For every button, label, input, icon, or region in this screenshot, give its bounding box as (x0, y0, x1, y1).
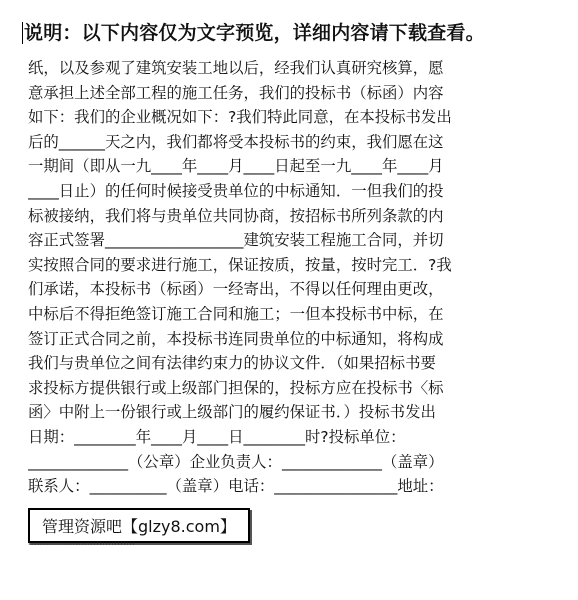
watermark-stamp: 管理资源吧【glzy8.com】 (28, 508, 250, 543)
text-line: 日期：________年____月____日________时?投标单位： (28, 427, 406, 446)
preview-notice: 说明：以下内容仅为文字预览，详细内容请下载查看。 (24, 22, 485, 44)
text-line: 实按照合同的要求进行施工，保证按质，按量，按时完工．?我 (28, 255, 452, 274)
text-line: 中标后不得拒绝签订施工合同和施工；一但本投标书中标，在 (28, 304, 444, 323)
text-line: 求投标方提供银行或上级部门担保的，投标方应在投标书〈标 (28, 378, 444, 397)
text-line: 如下：我们的企业概况如下：?我们特此同意，在本投标书发出 (28, 108, 452, 127)
text-line: 联系人：__________（盖章）电话：________________地址： (28, 477, 444, 496)
text-line: 容正式签署__________________建筑安装工程施工合同，并切 (28, 231, 444, 250)
text-line: 函〉中附上一份银行或上级部门的履约保证书．）投标书发出 (28, 403, 436, 422)
text-line: 意承担上述全部工程的施工任务，我们的投标书（标函）内容 (28, 83, 444, 102)
text-line: 一期间（即从一九____年____月____日起至一九____年____月 (28, 157, 444, 176)
text-line: _____________（公章）企业负责人：_____________（盖章） (28, 452, 444, 471)
text-line: ____日止）的任何时候接受贵单位的中标通知．一但我们的投 (28, 181, 444, 200)
text-line: 们承诺，本投标书（标函）一经寄出，不得以任何理由更改， (28, 280, 444, 299)
text-line: 我们与贵单位之间有法律约束力的协议文件．（如果招标书要 (28, 354, 436, 373)
text-line: 后的______天之内，我们都将受本投标书的约束，我们愿在这 (28, 132, 444, 151)
text-line: 标被接纳，我们将与贵单位共同协商，按招标书所列条款的内 (28, 206, 444, 225)
text-line: 签订正式合同之前，本投标书连同贵单位的中标通知，将构成 (28, 329, 444, 348)
document-body (28, 56, 550, 499)
text-line: 纸，以及参观了建筑安装工地以后，经我们认真研究核算，愿 (28, 59, 444, 77)
dotted-separator: '''''''''''''''''''''''''''''''''''' (28, 542, 136, 552)
text-cursor (22, 22, 23, 44)
